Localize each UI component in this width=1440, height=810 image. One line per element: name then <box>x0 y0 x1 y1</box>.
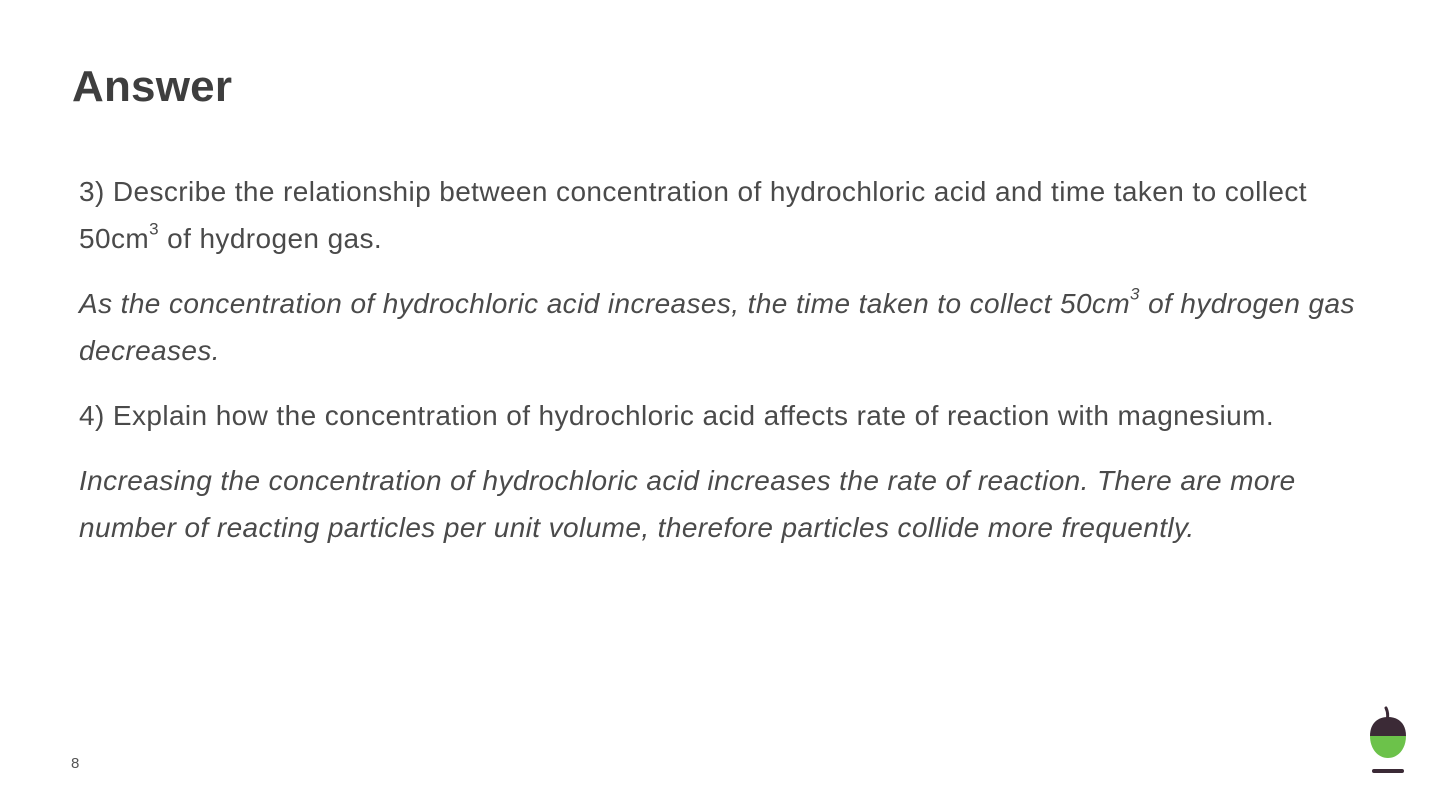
question-3 <box>79 168 1359 262</box>
question-3-text-end: of hydrogen gas. <box>158 223 383 254</box>
answer-3-text-start: As the concentration of hydrochloric acid increases, the time taken to collect 50cm <box>79 288 1131 319</box>
answer-4: Increasing the concentration of hydrochloric acid increases the rate of reaction. There are more number of reacting particles per unit volume, therefore particles collide more frequently. <box>79 465 1296 543</box>
slide-title: Answer <box>72 62 233 111</box>
answer-3 <box>79 280 1359 374</box>
question-3-text-start: 3) Describe the relationship between concentration of hydrochloric acid and time taken to collect 50cm <box>79 176 1307 254</box>
answer-3-superscript: 3 <box>1130 284 1140 304</box>
question-3-superscript: 3 <box>149 219 159 239</box>
slide-content <box>79 168 1359 569</box>
question-4: 4) Explain how the concentration of hydrochloric acid affects rate of reaction with magnesium. <box>79 400 1275 431</box>
acorn-icon <box>1366 706 1410 778</box>
page-number: 8 <box>71 755 80 772</box>
answer-3-text-end: of hydrogen gas decreases. <box>79 288 1355 366</box>
